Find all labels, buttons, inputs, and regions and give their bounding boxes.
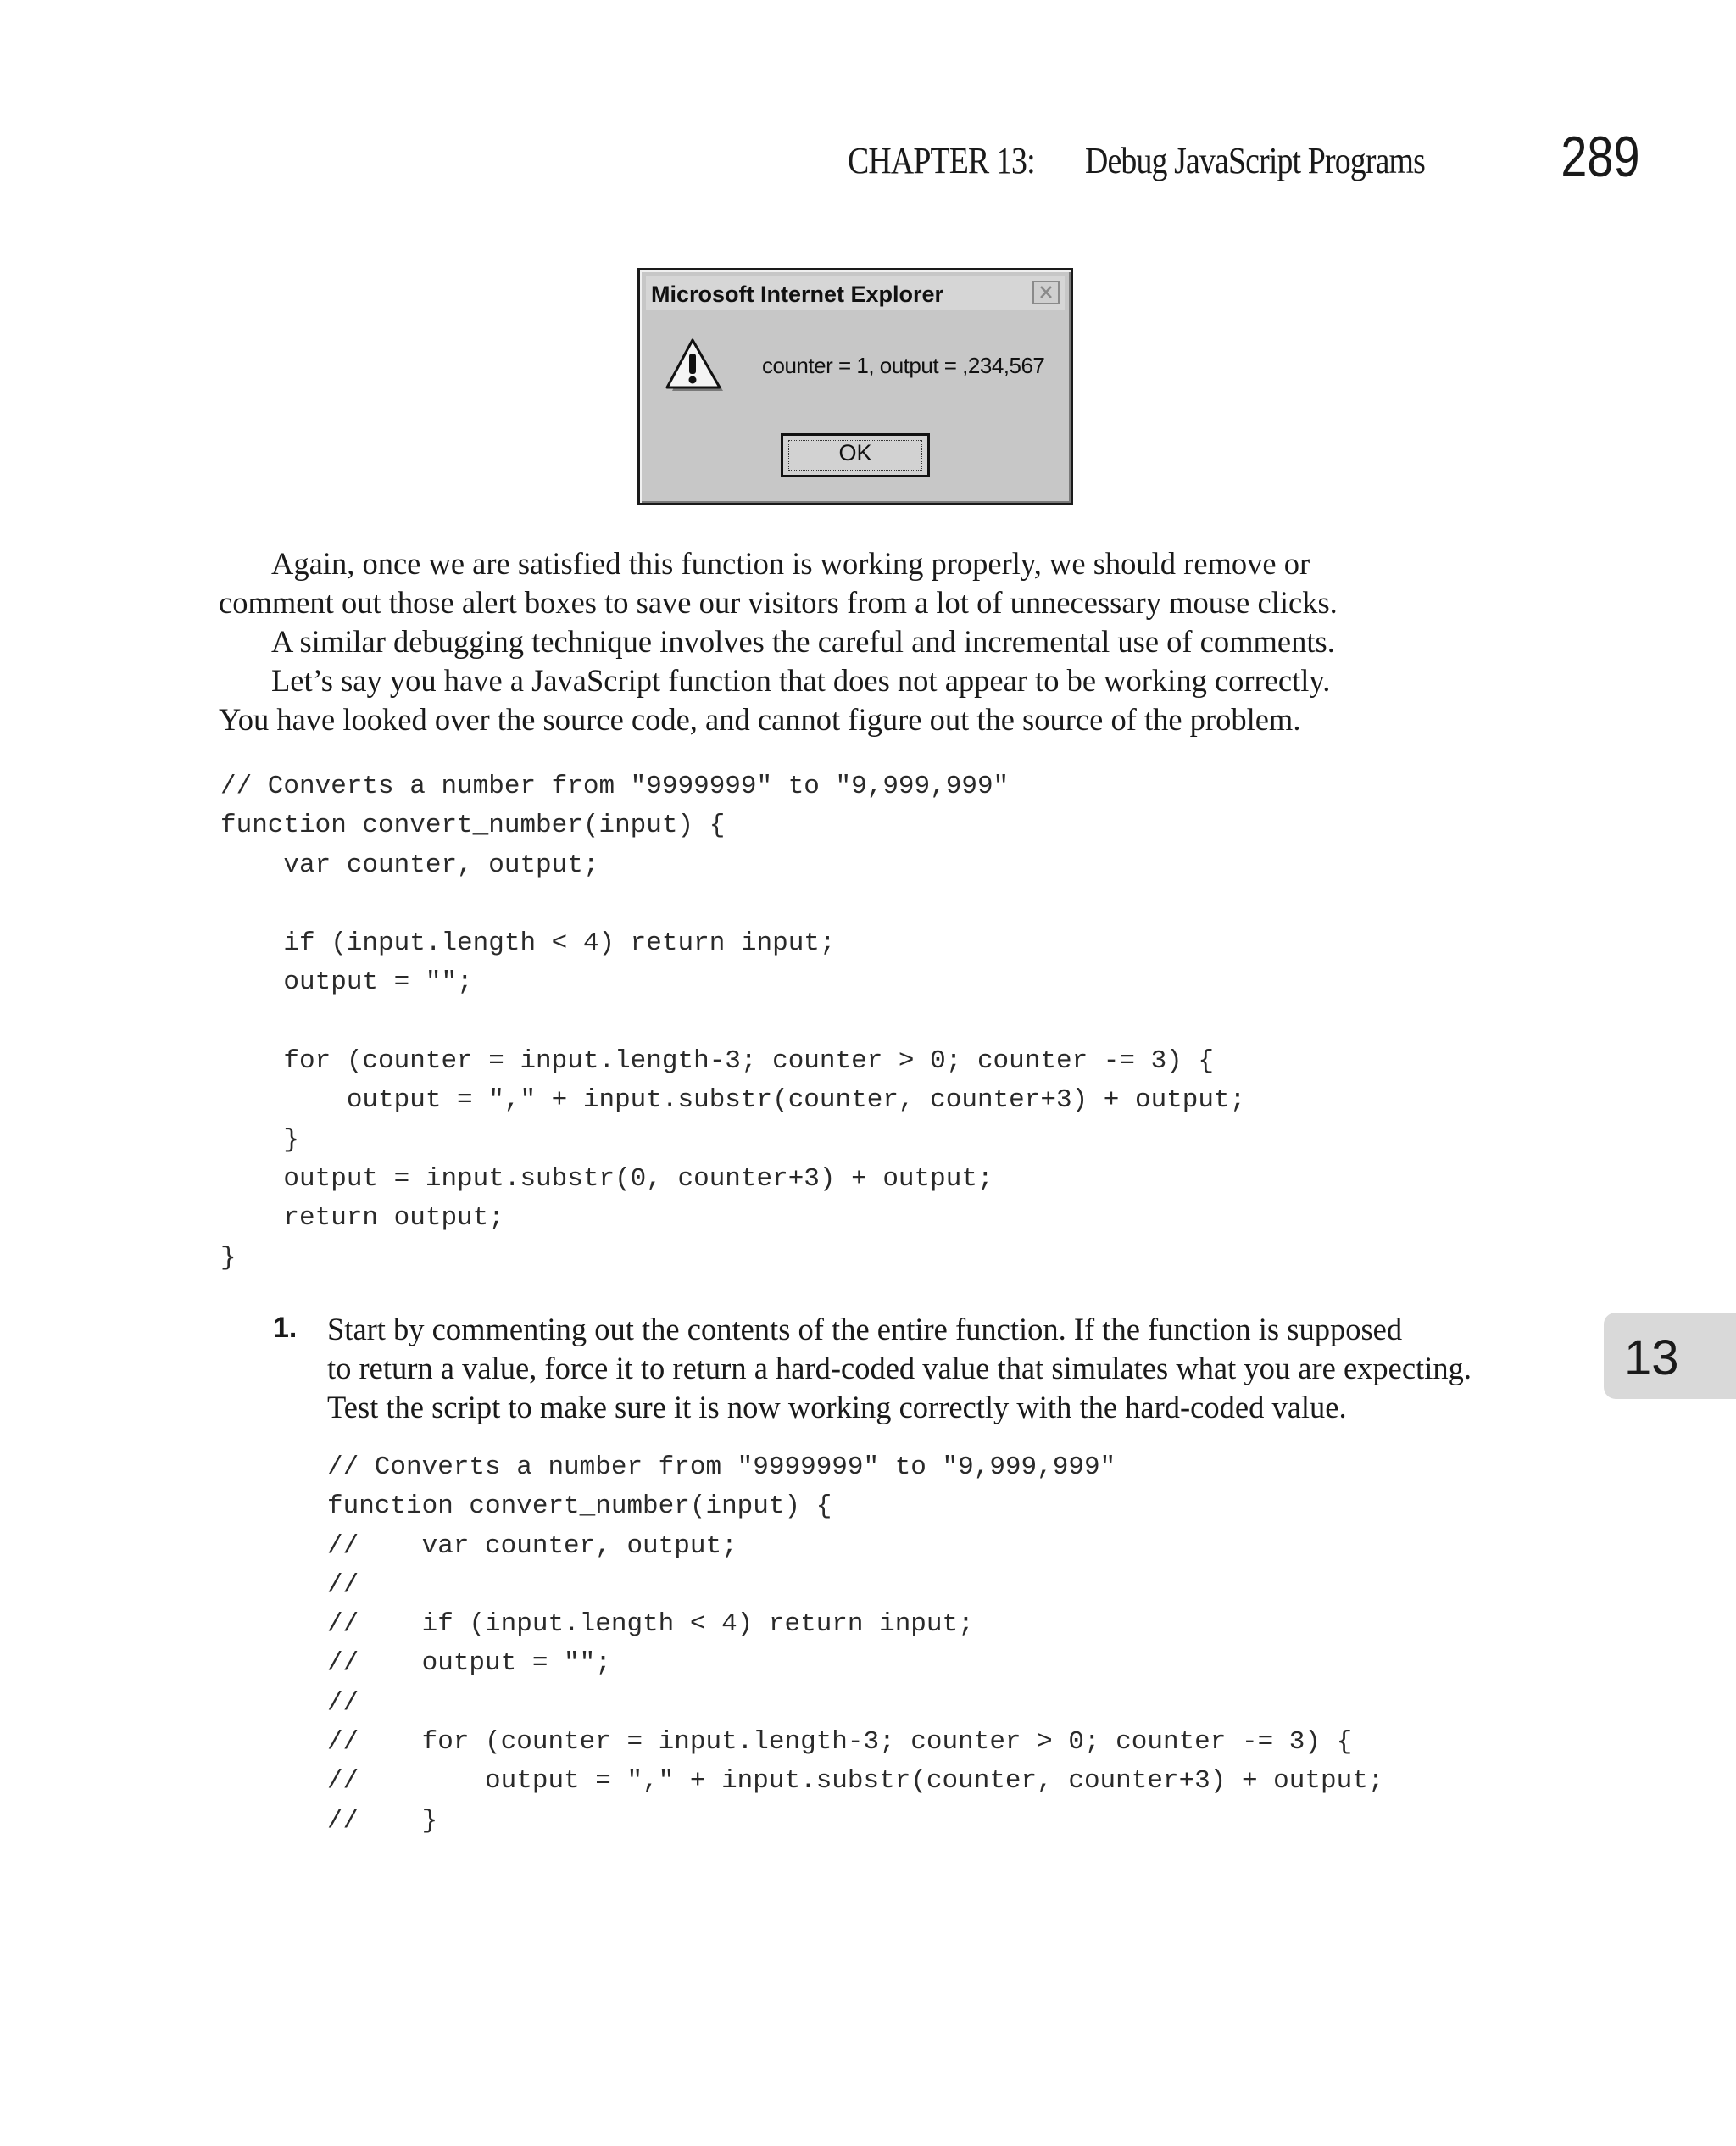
code-line: // [327,1569,359,1600]
step-number: 1. [273,1312,298,1344]
paragraph-line: comment out those alert boxes to save our visitors from a lot of unnecessary mouse clicks. [219,585,1338,620]
paragraph-line: You have looked over the source code, and cannot figure out the source of the problem. [219,702,1301,737]
code-line: // if (input.length < 4) return input; [327,1609,974,1640]
ok-button[interactable] [781,433,930,477]
paragraph-line: Again, once we are satisfied this function is working properly, we should remove or [271,546,1310,581]
chapter-title: Debug JavaScript Programs [1085,140,1425,181]
code-line: function convert_number(input) { [327,1491,832,1522]
dialog-message: counter = 1, output = ,234,567 [762,353,1045,378]
code-line: for (counter = input.length-3; counter > 0; counter -= 3) { [220,1046,1214,1077]
code-line: } [220,1124,300,1155]
dialog-title: Microsoft Internet Explorer [651,281,944,307]
step-text [327,1310,1472,1427]
code-line [220,885,1245,924]
close-icon [1034,282,1058,303]
code-line: // for (counter = input.length-3; counter > 0; counter -= 3) { [327,1727,1353,1758]
code-line: // output = ""; [327,1648,611,1679]
code-line: var counter, output; [220,850,599,880]
running-head [848,127,1644,195]
step-line: to return a value, force it to return a hard-coded value that simulates what you are expecting. [327,1351,1472,1385]
dialog-titlebar [646,276,1065,310]
code-line: // [327,1687,359,1718]
code-listing-2 [327,1448,1383,1841]
code-listing-1 [220,767,1245,1278]
paragraph-line: Let’s say you have a JavaScript function that does not appear to be working correctly. [271,663,1331,698]
step-line: Start by commenting out the contents of the entire function. If the function is supposed [327,1312,1403,1346]
chapter-thumb-tab [1604,1313,1736,1399]
page-number: 289 [1560,125,1639,189]
code-line: output = input.substr(0, counter+3) + output; [220,1163,993,1194]
code-line: output = ""; [220,967,473,998]
chapter-label: CHAPTER 13: [848,140,1035,181]
code-line [220,1003,1245,1042]
code-line: function convert_number(input) { [220,811,726,841]
body-text [219,544,1422,739]
code-line: output = "," + input.substr(counter, counter+3) + output; [220,1085,1246,1116]
code-line: // Converts a number from "9999999" to "9,999,999" [220,772,1010,801]
code-line: // } [327,1805,438,1836]
step-line: Test the script to make sure it is now working correctly with the hard-coded value. [327,1390,1347,1424]
code-line: // var counter, output; [327,1530,737,1561]
code-line: // output = "," + input.substr(counter, counter+3) + output; [327,1766,1384,1797]
code-line: if (input.length < 4) return input; [220,928,836,959]
ok-button-label: OK [838,440,872,465]
alert-dialog [637,268,1073,505]
warning-icon [664,338,725,396]
code-line: // Converts a number from "9999999" to "9,999,999" [327,1452,1116,1482]
code-line: } [220,1242,236,1273]
paragraph-line: A similar debugging technique involves the careful and incremental use of comments. [271,624,1335,659]
thumb-tab-number: 13 [1624,1330,1679,1385]
code-line: return output; [220,1203,504,1234]
close-button[interactable] [1032,281,1060,304]
